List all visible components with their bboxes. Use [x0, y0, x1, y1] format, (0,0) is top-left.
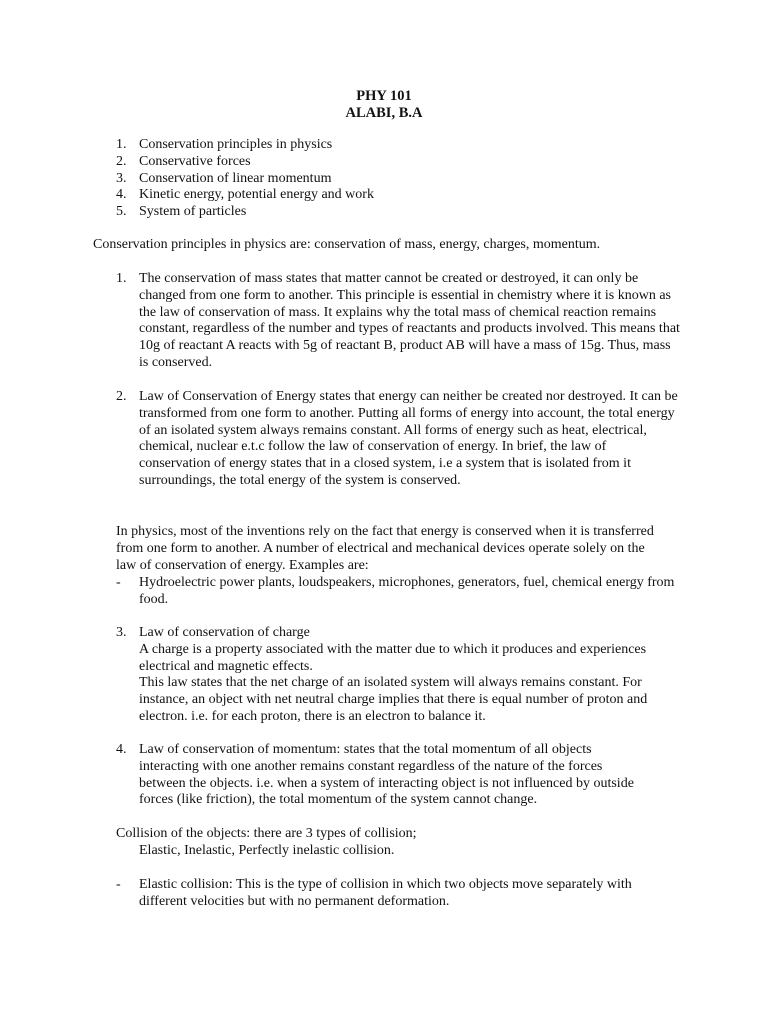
- list-item: [116, 171, 374, 188]
- section-number: 4.: [116, 742, 127, 757]
- momentum-section: [116, 742, 651, 809]
- elastic-text: Elastic collision: This is the type of collision in which two objects move separately with different velocities but with no permanent deformation.: [139, 877, 632, 909]
- list-number: 2.: [116, 153, 127, 169]
- inventions-paragraph: In physics, most of the inventions rely on the fact that energy is conserved when it is transferred from one form to another. A number of electrical and mechanical devices operate solely on the law of conservation of energy. Examples are:: [116, 524, 654, 573]
- charge-section: [116, 625, 681, 726]
- list-item-text: Conservation principles in physics: [139, 137, 333, 152]
- course-title: PHY 101: [356, 88, 412, 104]
- collision-types: Elastic, Inelastic, Perfectly inelastic collision.: [139, 843, 395, 858]
- list-item-text: Kinetic energy, potential energy and work: [139, 187, 374, 203]
- list-number: 1.: [116, 137, 127, 152]
- collision-heading: Collision of the objects: there are 3 types of collision;: [116, 826, 417, 841]
- mass-section: [116, 271, 681, 372]
- list-item-text: System of particles: [139, 204, 247, 220]
- list-item-text: Conservation of linear momentum: [139, 170, 332, 186]
- examples-text: Hydroelectric power plants, loudspeakers, microphones, generators, fuel, chemical energy from food.: [139, 575, 675, 607]
- list-number: 4.: [116, 187, 127, 203]
- bullet-marker: -: [116, 877, 121, 892]
- intro-paragraph: Conservation principles in physics are: conservation of mass, energy, charges, momentum.: [93, 237, 601, 252]
- charge-definition: A charge is a property associated with the matter due to which it produces and experiences electrical and magnetic effects.: [139, 641, 647, 674]
- elastic-bullet: [116, 877, 656, 911]
- list-item: [116, 154, 374, 171]
- charge-law: This law states that the net charge of an isolated system will always remains constant. For instance, an object with net neutral charge implies that there is equal number of proton and electron. i.e. for each proton, there is an electron to balance it.: [139, 675, 648, 724]
- bullet-marker: -: [116, 575, 121, 590]
- charge-title: Law of conservation of charge: [139, 625, 310, 640]
- topic-list: [116, 137, 374, 221]
- energy-text: Law of Conservation of Energy states that energy can neither be created nor destroyed. It can be transformed from one form to another. Putting all forms of energy into account, the total energy of an isolated system always remains constant. All forms of energy such as heat, electrical, chemical, nuclear e.t.c follow the law of conservation of energy. In brief, the law of conservation of energy states that in a closed system, i.e a system that is isolated from it surroundings, the total energy of the system is conserved.: [139, 389, 678, 488]
- author-name: ALABI, B.A: [345, 105, 423, 121]
- list-item: [116, 204, 374, 221]
- energy-section: [116, 389, 681, 490]
- section-number: 3.: [116, 625, 127, 640]
- list-item: [116, 187, 374, 204]
- examples-bullet: [116, 575, 676, 609]
- list-item-text: Conservative forces: [139, 153, 251, 169]
- list-number: 5.: [116, 204, 127, 220]
- momentum-text: Law of conservation of momentum: states that the total momentum of all objects interacting with one another remains constant regardless of the nature of the forces between the objects. i.e. when a system of interacting object is not influenced by outside forces (like friction), the total momentum of the system cannot change.: [139, 742, 634, 808]
- mass-text: The conservation of mass states that matter cannot be created or destroyed, it can only be changed from one form to another. This principle is essential in chemistry where it is known as the law of conservation of mass. It explains why the total mass of chemical reaction remains constant, regardless of the number and types of reactants and products involved. This means that 10g of reactant A reacts with 5g of reactant B, product AB will have a mass of 15g. Thus, mass is conserved.: [139, 271, 680, 370]
- section-number: 2.: [116, 389, 127, 404]
- section-number: 1.: [116, 271, 127, 286]
- list-number: 3.: [116, 170, 127, 186]
- list-item: [116, 137, 374, 154]
